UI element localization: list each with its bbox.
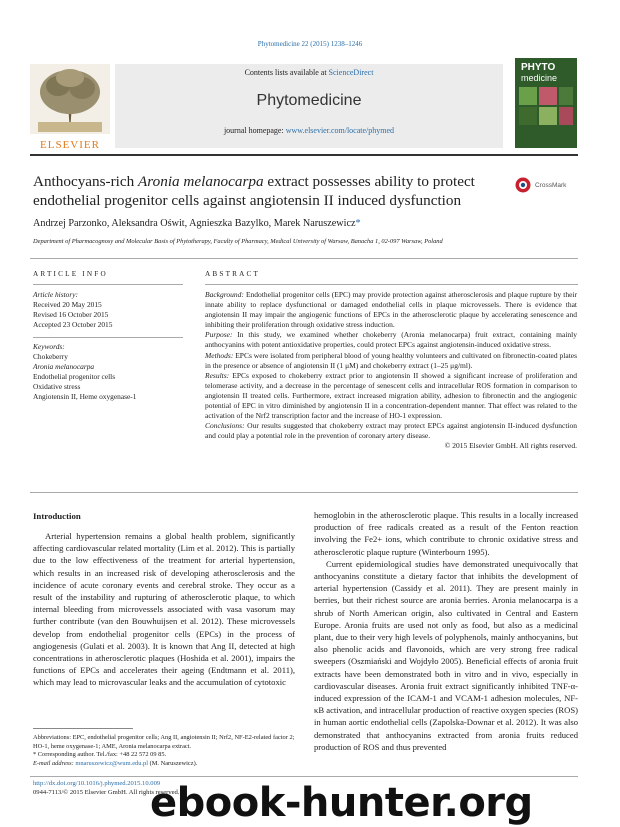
intro-paragraph-2: hemoglobin in the atherosclerotic plaque. This results in a locally increased production of free radicals created as a result of the Fenton reaction involving the Fe2+ ions, which contribute to chronic oxidative stress and atherosclerotic plaque rupture (Winterbourn 1995). (314, 510, 578, 557)
homepage-link[interactable]: www.elsevier.com/locate/phymed (285, 126, 395, 135)
doi-link[interactable]: http://dx.doi.org/10.1016/j.phymed.2015.10.009 (33, 780, 161, 787)
corresponding-author-mark[interactable]: * (355, 218, 361, 229)
cover-plants-icon (515, 83, 577, 133)
abstract-purpose: Purpose: In this study, we examined whether chokeberry (Aronia melanocarpa) fruit extract, containing mainly anthocyanins with potent antioxidative properties, could protect EPCs against angiotensin-induced oxidative stress. (205, 330, 578, 350)
crossmark-badge[interactable] (515, 176, 585, 194)
intro-right-column (314, 509, 578, 753)
abstract-results: Results: EPCs exposed to chokeberry extract prior to angiotensin II showed a significant increase of proliferation and telomerase activity, and a decrease in the percentage of senescent cells and intracellular ROS formation in comparison to angiotensin II treated cells. Furthermore, extract increased migration ability, adhesion to fibronectin and the angiogenic potential of EPC in vitro diminished by angiotensin II in a concentration-dependent manner. That effect was related to the activation of the Nrf2 transcription factor and the increase of HO-1 expression. (205, 370, 578, 421)
abstract-copyright: © 2015 Elsevier GmbH. All rights reserved. (444, 441, 577, 451)
abstract-background: Background: Endothelial progenitor cells (EPC) may provide protection against atherosclerosis and plaque rupture by their innate ability to replace dysfunctional or damaged endothelial cells in plaque microvessels. There is evidence that angiotensin II may impair the angiogenic functions of EPCs in the atherosclerotic plaque by accelerating senescence and inhibiting their proliferation through oxidative stress induction. (205, 290, 577, 330)
cover-title: PHYTO (521, 62, 556, 73)
abstract-methods: Methods: EPCs were isolated from peripheral blood of young healthy volunteers and cultivated on fibronectin-coated plates in the presence or absence of angiotensin II (1 μM) and chokeberry extract (1–25 μg/ml). (205, 350, 577, 370)
publisher-name: ELSEVIER (40, 139, 100, 151)
article-info-heading: ARTICLE INFO (33, 270, 108, 278)
journal-title: Phytomedicine (256, 92, 362, 109)
keywords-label: Keywords: (33, 342, 65, 351)
footer-divider (30, 776, 578, 777)
info-divider (33, 284, 183, 285)
corresponding-author-note: * Corresponding author. Tel./fax: +48 22 572 09 85. (33, 751, 167, 759)
intro-paragraph-3: Current epidemiological studies have demonstrated unequivocally that anthocyanins constitute a dietary factor that inhibits the development of arterial hypertension (Cassidy et al. 2011). They are present mainly in berries, but their richest source are aronia berries. Aronia melanocarpa is a shrub of North American origin, also cultivated in Central and Eastern Europe. Aronia fruits are used not only as food, but also as a medicinal plant, due to their very high levels of polyphenols, mainly anthocyanins, but also phenolic acids and flavonoids, which are very strong free radical sweepers (Oszmiański and Wojdyło 2005). Beneficial effects of aronia fruit extracts have been demonstrated both in vitro and in vivo, especially in cardiovascular diseases. Aronia fruit extract significantly inhibited TNF-α-induced expression of the ICAM-1 and VCAM-1 adhesion molecules, NF-κB activation, and intracellular production of reactive oxygen species (ROS) in human aortic endothelial cells (Zapolska-Downar et al. 2012). It was also demonstrated that anthocyanins extracted from aronia fruits reduced production of ROS and thus prevented (314, 558, 578, 752)
sciencedirect-link[interactable]: ScienceDirect (328, 68, 374, 77)
journal-masthead (115, 64, 503, 148)
crossmark-label: CrossMark (535, 181, 567, 189)
journal-reference[interactable]: Phytomedicine 22 (2015) 1238–1246 (257, 40, 363, 48)
watermark-text: ebook-hunter.org (150, 780, 533, 826)
revised-date: Revised 16 October 2015 (33, 310, 109, 319)
introduction-heading: Introduction (33, 511, 81, 521)
abbreviations-note: Abbreviations: EPC, endothelial progenitor cells; Ang II, angiotensin II; Nrf2, NF-E2-related factor 2; HO-1, heme oxygenase-1; AME, Aronia melanocarpa extract. (33, 734, 295, 750)
history-label: Article history: (33, 290, 78, 299)
abstract-conclusions: Conclusions: Our results suggested that chokeberry extract may protect EPCs against angiotensin II-induced dysfunction and could play a potential role in the prevention of coronary artery disease. (205, 421, 577, 441)
tree-logo-icon (30, 64, 110, 134)
keyword-item: Chokeberry (33, 352, 68, 361)
abstract-divider (205, 284, 578, 285)
footnotes (33, 734, 295, 768)
email-note: E-mail address: mnaruszewicz@wum.edu.pl (M. Naruszewicz). (33, 759, 198, 767)
article-history (33, 290, 183, 330)
abstract-body (205, 290, 577, 452)
keyword-item: Aronia melanocarpa (33, 362, 95, 371)
intro-paragraph-1: Arterial hypertension remains a global health problem, significantly affecting cardiovascular related mortality (Lim et al. 2012). This is partially due to the low effectiveness of the treatment for arterial hypertension, which results in an increased risk of developing atherosclerosis and the incidence of acute coronary events and cerebral stroke. They occur as a result of the instability and rupturing of atherosclerotic plaque, to which internal bleeding from microvessels associated with vasa vasorum may further contribute (van den Bouwhuijsen et al. 2012). These microvessels develop from endothelial progenitor cells (EPCs) in the process of angiogenesis (Gulati et al. 2003). It is known that Ang II, detected at high concentrations in atherosclerotic plaques (Hoshida et al. 2001), impairs the functions of EPCs and accelerates their ageing (Endtmann et al. 2011), which may lead to microvascular leaks and the accumulation of cytotoxic (33, 531, 295, 688)
elsevier-logo (30, 64, 110, 151)
contents-line: Contents lists available at ScienceDirect (244, 68, 374, 77)
abstract-heading: ABSTRACT (205, 270, 261, 278)
homepage-line: journal homepage: www.elsevier.com/locate/phymed (223, 126, 395, 135)
footnote-divider (33, 728, 133, 729)
article-title: Anthocyans-rich Aronia melanocarpa extract possesses ability to protect endothelial progenitor cells against angiotensin II induced dysfunction (33, 173, 475, 209)
header-divider (30, 154, 578, 156)
cover-subtitle: medicine (521, 73, 558, 83)
issn-line: 0944-7113/© 2015 Elsevier GmbH. All rights reserved. (33, 789, 180, 796)
author-list: Andrzej Parzonko, Aleksandra Oświt, Agnieszka Bazylko, Marek Naruszewicz* (33, 218, 361, 229)
keyword-item: Angiotensin II, Heme oxygenase-1 (33, 392, 137, 401)
received-date: Received 20 May 2015 (33, 300, 102, 309)
accepted-date: Accepted 23 October 2015 (33, 320, 113, 329)
email-link[interactable]: mnaruszewicz@wum.edu.pl (75, 759, 148, 767)
affiliation-divider (30, 258, 578, 259)
abstract-end-divider (30, 492, 578, 493)
history-divider (33, 337, 183, 338)
crossmark-icon (515, 177, 531, 193)
keyword-item: Endothelial progenitor cells (33, 372, 116, 381)
keyword-item: Oxidative stress (33, 382, 81, 391)
journal-cover-image (515, 58, 577, 148)
keywords-block (33, 342, 183, 402)
affiliation: Department of Pharmacognosy and Molecular Basis of Phytotherapy, Faculty of Pharmacy, Medical University of Warsaw, Banacha 1, 02-097 Warsaw, Poland (33, 238, 443, 245)
